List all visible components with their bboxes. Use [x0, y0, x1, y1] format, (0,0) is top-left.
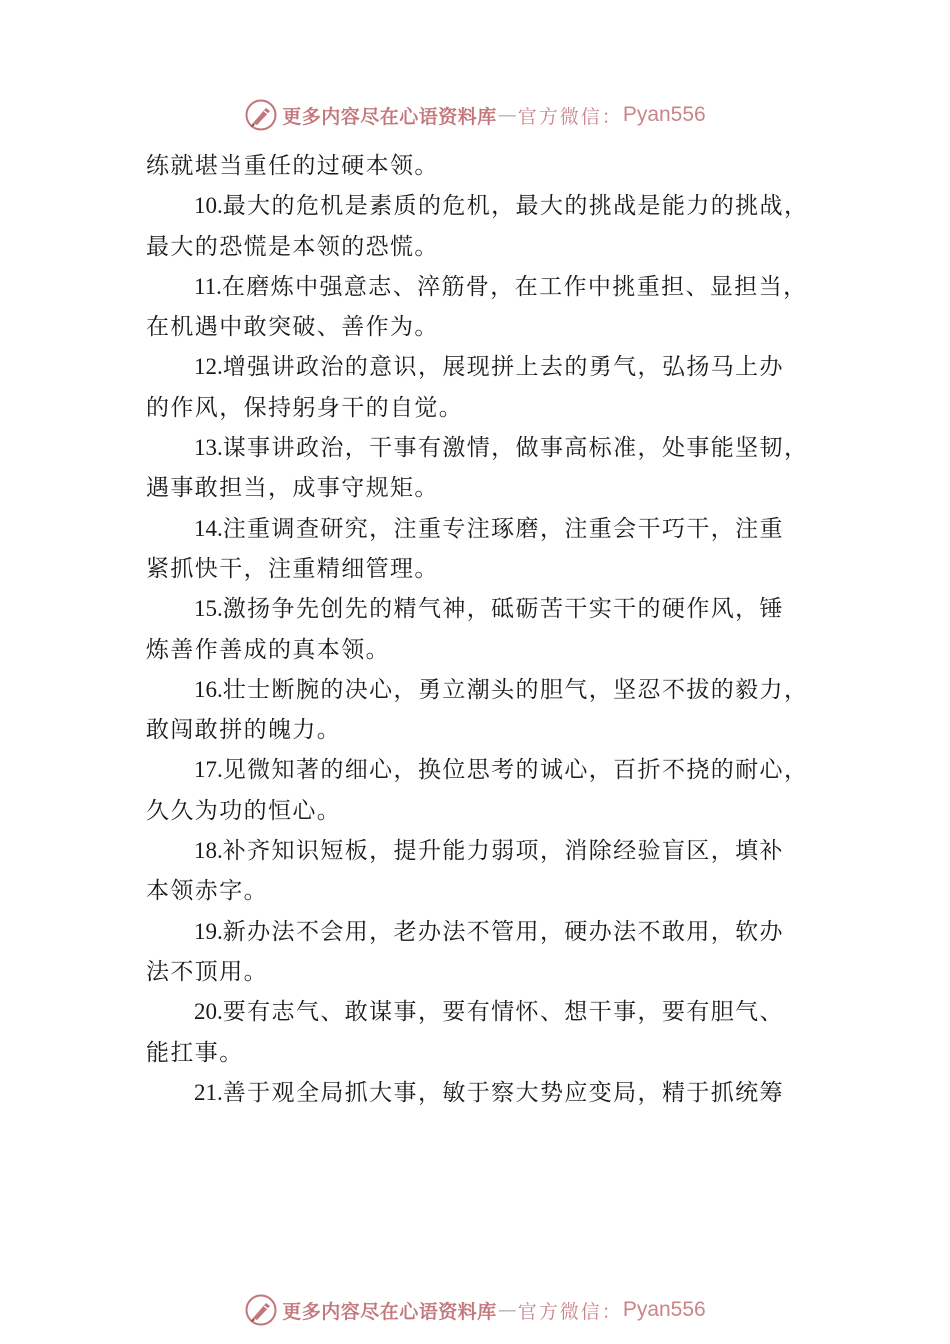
text-line [146, 710, 814, 750]
line-text: 善于观全局抓大事，敏于察大势应变局，精于抓统筹 [222, 1079, 784, 1106]
line-text: 法不顶用。 [146, 958, 268, 985]
banner-dash: — [497, 104, 517, 126]
text-line [146, 388, 814, 428]
banner-wechat-handle: Pyan556 [622, 1298, 706, 1321]
footer-banner [0, 1290, 950, 1330]
header-banner [0, 95, 950, 135]
line-text: 要有志气、敢谋事，要有情怀、想干事，要有胆气、 [222, 999, 784, 1026]
line-text: 本领赤字。 [146, 878, 268, 905]
text-line [146, 831, 814, 871]
text-line [146, 549, 814, 589]
line-text: 激扬争先创先的精气神，砥砺苦干实干的硬作风，锤 [222, 596, 784, 623]
banner-title: 更多内容尽在心语资料库 [282, 1300, 497, 1323]
line-text: 敢闯敢拼的魄力。 [146, 717, 342, 744]
text-line [146, 750, 814, 790]
line-text: 增强讲政治的意识，展现拼上去的勇气，弘扬马上办 [222, 354, 784, 381]
line-text: 壮士断腕的决心，勇立潮头的胆气，坚忍不拔的毅力， [222, 676, 809, 703]
line-text: 在磨炼中强意志、淬筋骨，在工作中挑重担、显担当， [221, 273, 808, 300]
text-line [146, 428, 814, 468]
item-number: 13. [194, 435, 223, 461]
line-text: 注重调查研究，注重专注琢磨，注重会干巧干，注重 [222, 515, 784, 542]
text-line [146, 952, 814, 992]
line-text: 练就堪当重任的过硬本领。 [146, 153, 439, 179]
text-line [146, 227, 814, 267]
text-line [146, 791, 814, 831]
text-line [146, 912, 814, 952]
item-number: 17. [194, 757, 223, 783]
text-line [146, 347, 814, 387]
pen-nib-circle-icon [244, 1293, 278, 1327]
item-number: 12. [194, 354, 223, 380]
text-line [146, 1033, 814, 1073]
text-line [146, 670, 814, 710]
text-line [146, 468, 814, 508]
text-line [146, 589, 814, 629]
banner-title: 更多内容尽在心语资料库 [282, 105, 497, 128]
item-number: 21. [194, 1079, 223, 1105]
banner-wechat-label: 官方微信： [517, 1300, 623, 1323]
item-number: 16. [194, 676, 223, 702]
banner-dash: — [497, 1299, 517, 1321]
item-number: 18. [194, 838, 223, 864]
document-body [146, 146, 814, 1113]
item-number: 14. [194, 515, 223, 541]
line-text: 能扛事。 [146, 1039, 244, 1066]
line-text: 见微知著的细心，换位思考的诚心，百折不挠的耐心， [222, 757, 809, 784]
line-text: 谋事讲政治，干事有激情，做事高标准，处事能坚韧， [222, 435, 809, 462]
text-line [146, 267, 814, 307]
item-number: 10. [194, 193, 223, 219]
banner-wechat-label: 官方微信： [517, 105, 623, 128]
line-text: 补齐知识短板，提升能力弱项，消除经验盲区，填补 [222, 838, 784, 865]
item-number: 15. [194, 596, 223, 622]
text-line [146, 1073, 814, 1113]
text-line [146, 630, 814, 670]
text-line [146, 186, 814, 226]
line-text: 在机遇中敢突破、善作为。 [146, 314, 439, 341]
line-text: 炼善作善成的真本领。 [146, 636, 390, 663]
banner-wechat-handle: Pyan556 [622, 103, 706, 126]
pen-nib-circle-icon [244, 98, 278, 132]
text-line [146, 146, 814, 186]
line-text: 最大的危机是素质的危机，最大的挑战是能力的挑战， [222, 193, 809, 220]
text-line [146, 992, 814, 1032]
item-number: 11. [194, 273, 222, 299]
text-line [146, 307, 814, 347]
item-number: 19. [194, 918, 223, 944]
line-text: 最大的恐慌是本领的恐慌。 [146, 233, 439, 260]
line-text: 遇事敢担当，成事守规矩。 [146, 475, 439, 502]
line-text: 的作风，保持躬身干的自觉。 [146, 394, 464, 421]
text-line [146, 509, 814, 549]
text-line [146, 871, 814, 911]
line-text: 久久为功的恒心。 [146, 797, 342, 824]
line-text: 紧抓快干，注重精细管理。 [146, 555, 439, 582]
line-text: 新办法不会用，老办法不管用，硬办法不敢用，软办 [222, 918, 784, 945]
item-number: 20. [194, 999, 223, 1025]
